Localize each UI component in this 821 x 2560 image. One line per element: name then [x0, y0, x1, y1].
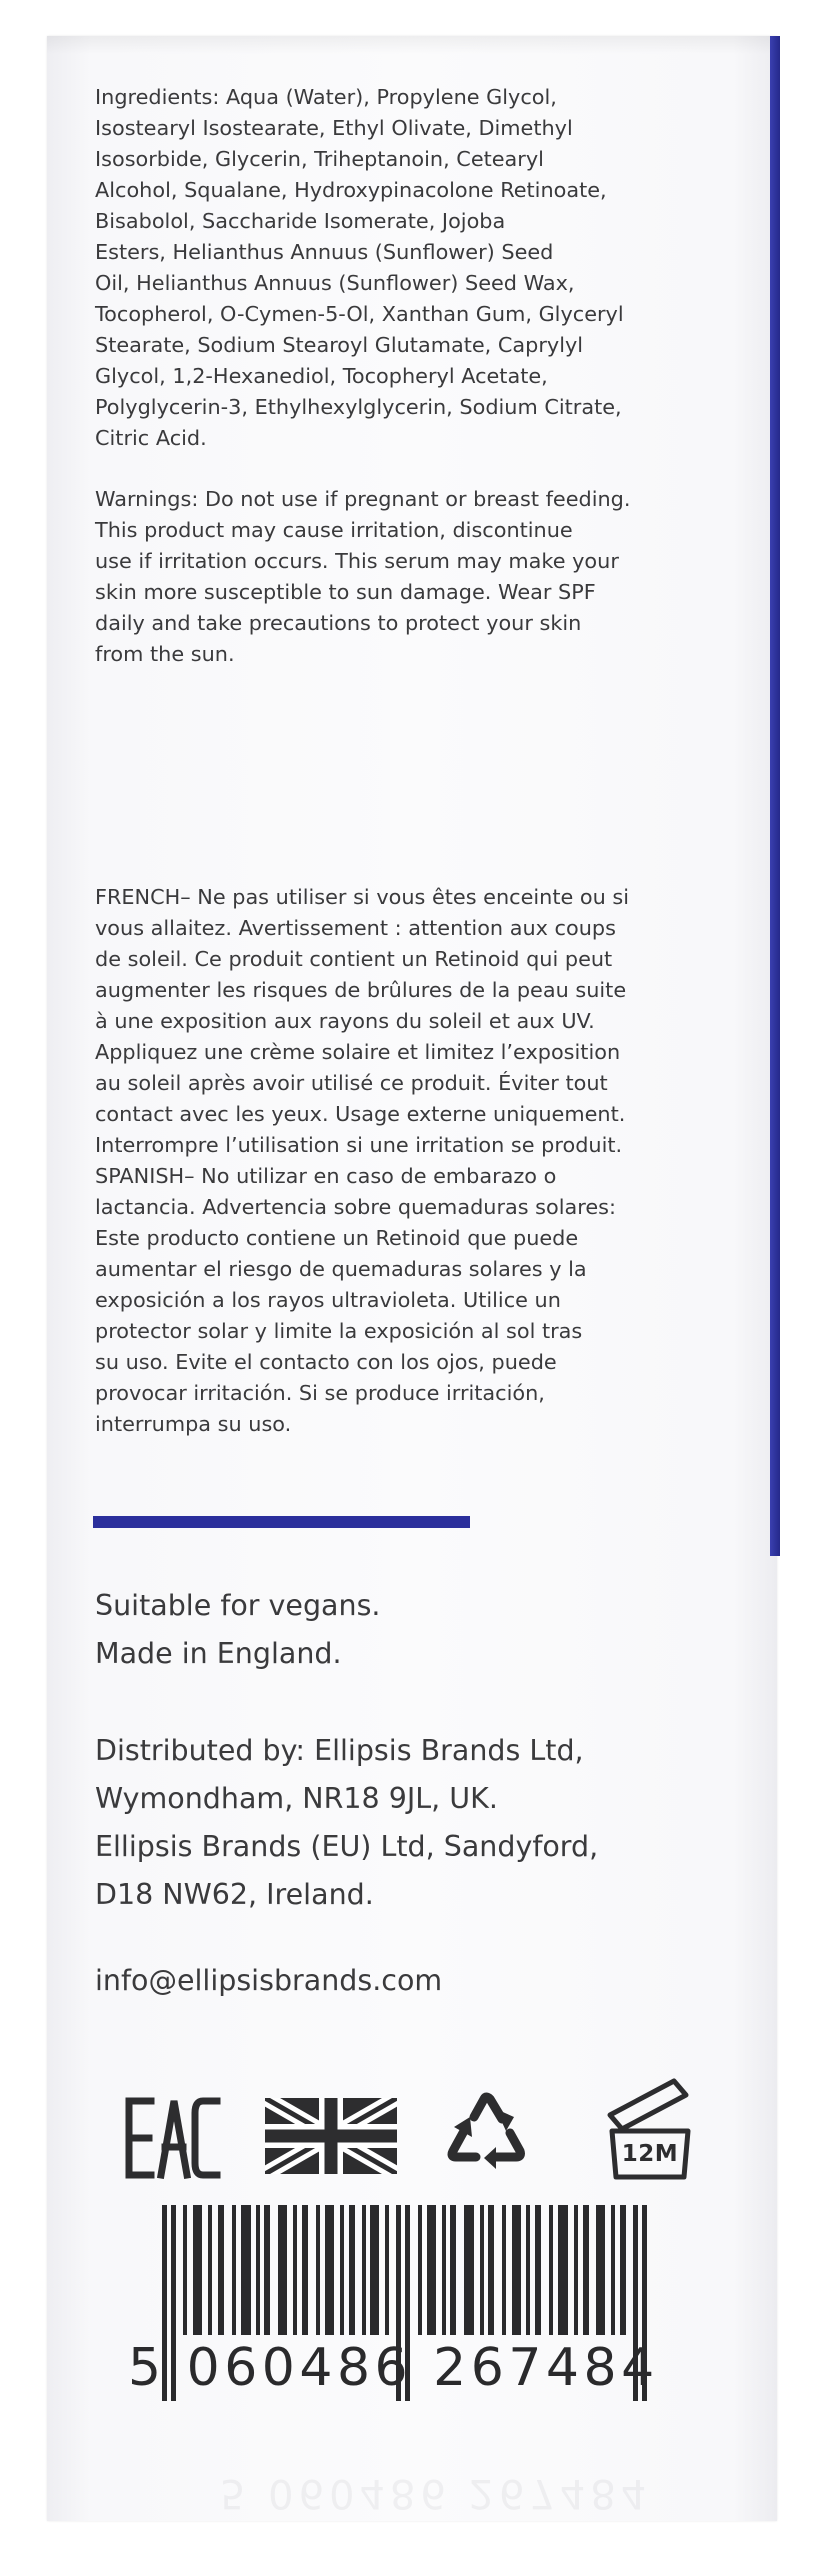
translations-paragraph: FRENCH– Ne pas utiliser si vous êtes enceinte ou si vous allaitez. Avertissement : attention aux coups de soleil. Ce produit contient un Retinoid qui peut augmenter les risques de brûlures de la peau suite à une exposition aux rayons du soleil et aux UV. Appliquez une crème solaire et limitez l’exposition au soleil après avoir utilisé ce produit. Éviter tout contact avec les yeux. Usage externe uniquement. Interrompre l’utilisation si une irritation se produit. SPANISH– No utilizar en caso de embarazo o lactancia. Advertencia sobre quemaduras solares: Este producto contiene un Retinoid que puede aumentar el riesgo de quemaduras solares y la exposición a los rayos ultravioleta. Utilice un protector solar y limite la exposición al sol tras su uso. Evite el contacto con los ojos, puede provocar irritación. Si se produce irritación, interrumpa su uso. — [95, 885, 630, 1436]
vegan-statement: Suitable for vegans. Made in England. — [95, 1589, 381, 1670]
pao-label: 12M — [621, 2141, 679, 2167]
eac-mark-icon — [125, 2095, 221, 2181]
accent-divider — [93, 1516, 470, 1528]
navy-side-edge — [770, 36, 780, 1556]
barcode — [128, 2205, 688, 2405]
carton-top-shadow — [47, 36, 777, 54]
barcode-number: 5 060486 267484 — [128, 2338, 659, 2398]
period-after-opening-icon — [600, 2075, 700, 2181]
distributor-address: Distributed by: Ellipsis Brands Ltd, Wymondham, NR18 9JL, UK. Ellipsis Brands (EU) Ltd, Sandyford, D18 NW62, Ireland. — [95, 1734, 599, 1911]
ingredients-paragraph: Ingredients: Aqua (Water), Propylene Glycol, Isostearyl Isostearate, Ethyl Olivate, Dimethyl Isosorbide, Glycerin, Triheptanoin, Cetearyl Alcohol, Squalane, Hydroxypinacolone Retinoate, Bisabolol, Saccharide Isomerate, Jojoba Esters, Helianthus Annuus (Sunflower) Seed Oil, Helianthus Annuus (Sunflower) Seed Wax, Tocopherol, O-Cymen-5-Ol, Xanthan Gum, Glyceryl Stearate, Sodium Stearoyl Glutamate, Caprylyl Glycol, 1,2-Hexanediol, Tocopheryl Acetate, Polyglycerin-3, Ethylhexylglycerin, Sodium Citrate, Citric Acid. — [95, 85, 624, 450]
mirrored-barcode-reflection: 5 060486 267484 — [220, 2470, 652, 2516]
recycle-icon — [440, 2087, 532, 2179]
warnings-paragraph: Warnings: Do not use if pregnant or breast feeding. This product may cause irritation, discontinue use if irritation occurs. This serum may make your skin more susceptible to sun damage. Wear SPF daily and take precautions to protect your skin from the sun. — [95, 487, 631, 666]
contact-email: info@ellipsisbrands.com — [95, 1964, 443, 1997]
uk-flag-icon — [265, 2098, 397, 2174]
certification-icons — [95, 2075, 715, 2195]
